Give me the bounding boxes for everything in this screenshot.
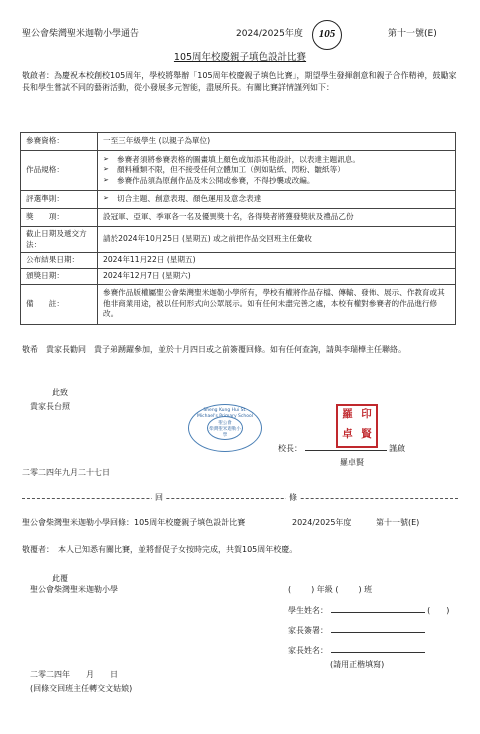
principal-line	[278, 444, 405, 455]
class-field[interactable]: ( ) 年級 ( ) 班	[288, 585, 373, 594]
parent-signature-line[interactable]	[331, 632, 425, 633]
reply-header: 聖公會柴灣聖米迦勒小學回條：105周年校慶親子填色設計比賽	[22, 518, 246, 527]
bullet-item: ➢ 參賽者須將參賽表格的圖畫填上顏色或加添其他設計，以表達主題訊息。	[103, 155, 450, 166]
cut-line	[22, 498, 458, 499]
parent-sign-label: 家長簽署：	[288, 626, 328, 635]
school-year: 2024/2025年度	[236, 29, 303, 39]
principal-label: 校長：	[278, 444, 302, 453]
table-row	[21, 209, 456, 227]
row-label: 截止日期及遞交方法：	[21, 227, 98, 253]
student-name-field[interactable]: 學生姓名： ( )	[288, 606, 450, 615]
closing-paragraph: 敬希 貴家長勸同 貴子弟踴躍參加，並於十月四日或之前簽覆回條。如有任何查詢，請與李瑞樺主任聯絡。	[22, 345, 406, 354]
school-stamp	[188, 404, 262, 452]
row-content: 2024年11月22日 (星期五)	[98, 253, 456, 269]
row-content: 一至三年級學生 (以親子為單位)	[98, 133, 456, 151]
bullet-item: ➢ 切合主題、創意表現、顏色運用及意念表達	[103, 194, 450, 205]
reply-notice-number: 第十一號(E)	[376, 518, 420, 527]
row-label: 備 註：	[21, 284, 98, 324]
parent-name-field[interactable]	[288, 646, 425, 657]
return-note: (回條交回班主任轉交文姑娘)	[30, 684, 133, 693]
table-row	[21, 133, 456, 151]
row-label: 參賽資格：	[21, 133, 98, 151]
salutation-line2: 貴家長台照	[30, 402, 70, 411]
row-label: 獎 項：	[21, 209, 98, 227]
salutation-line1: 此致	[52, 388, 68, 397]
seal-char: 賢	[361, 428, 372, 440]
row-content: 請於2024年10月25日 (星期五) 或之前把作品交回班主任彙收	[98, 227, 456, 253]
cut-label-right: 條	[286, 493, 300, 504]
row-content	[98, 151, 456, 191]
table-row	[21, 284, 456, 324]
stamp-inner	[207, 416, 243, 440]
parent-signature-field[interactable]	[288, 626, 425, 637]
reply-body: 敬覆者： 本人已知悉有關比賽，並將督促子女按時完成，共賀105周年校慶。	[22, 545, 298, 554]
cut-label-left: 回	[152, 493, 166, 504]
intro-paragraph: 敬啟者：為慶祝本校創校105周年，學校將舉辦「105周年校慶親子填色比賽」，期望學生發揮創意和親子合作精神，鼓勵家長和學生嘗試不同的藝術活動，從小發展多元智能，盡展所長。有關比賽詳情謹列如下：	[22, 71, 457, 93]
row-content	[98, 191, 456, 209]
row-content: 設冠軍、亞軍、季軍各一名及優異獎十名，各得獎者將獲發獎狀及禮品乙份	[98, 209, 456, 227]
table-row	[21, 191, 456, 209]
reply-date: 二零二四年 月 日	[30, 670, 118, 679]
bullet-item: ➢ 參賽作品須為原創作品及未公開或參賽，不得抄襲或改編。	[103, 176, 450, 187]
table-row	[21, 268, 456, 284]
principal-signature-line	[305, 450, 387, 451]
seal-char: 羅	[342, 408, 353, 420]
table-row	[21, 151, 456, 191]
class-grade-label: 年級	[316, 585, 333, 594]
reply-to-line2: 聖公會柴灣聖米迦勒小學	[30, 585, 118, 594]
row-content: 2024年12月7日 (星期六)	[98, 268, 456, 284]
row-label: 公布結果日期：	[21, 253, 98, 269]
principal-name: 羅卓賢	[340, 458, 364, 467]
row-label: 評選準則：	[21, 191, 98, 209]
row-content: 參賽作品版權屬聖公會柴灣聖米迦勒小學所有，學校有權將作品存檔、傳輸、發佈、展示、作教育或其他非商業用途，被以任何形式向公眾展示。如有任何未盡完善之處，本校有權對參賽者的作品進行修改。	[98, 284, 456, 324]
notice-date: 二零二四年九月二十七日	[22, 468, 110, 477]
reply-year: 2024/2025年度	[292, 518, 352, 527]
parent-name-label: 家長姓名：	[288, 646, 328, 655]
notice-number: 第十一號(E)	[388, 29, 437, 39]
table-row	[21, 253, 456, 269]
competition-details-table	[20, 132, 456, 325]
seal-char: 印	[361, 408, 372, 420]
anniversary-logo: 105	[312, 20, 342, 50]
seal-char: 卓	[342, 428, 353, 440]
bullet-item: ➢ 顏料種類不限，但不接受任何立體加工（例如貼紙、閃粉、皺紙等）	[103, 165, 450, 176]
stamp-inner-text2: 柴灣聖米迦勒小學	[209, 427, 241, 439]
class-suffix-label: 班	[364, 585, 373, 594]
student-name-label: 學生姓名：	[288, 606, 328, 615]
student-name-line[interactable]	[331, 612, 425, 613]
notice-title: 105周年校慶親子填色設計比賽	[173, 52, 307, 63]
principal-sign-text: 謹啟	[389, 444, 406, 453]
block-letters-note: (請用正楷填寫)	[330, 660, 385, 669]
table-row	[21, 227, 456, 253]
school-name: 聖公會柴灣聖米迦勒小學通告	[22, 29, 140, 39]
stamp-outer-text: Sheng Kung Hui St. Michael's Primary School	[196, 408, 253, 420]
reply-to-line1: 此覆	[52, 574, 68, 583]
principal-seal	[336, 404, 378, 448]
row-label: 作品規格：	[21, 151, 98, 191]
stamp-inner-text1: 聖公會	[218, 421, 232, 426]
parent-name-line[interactable]	[331, 652, 425, 653]
row-label: 頒獎日期：	[21, 268, 98, 284]
